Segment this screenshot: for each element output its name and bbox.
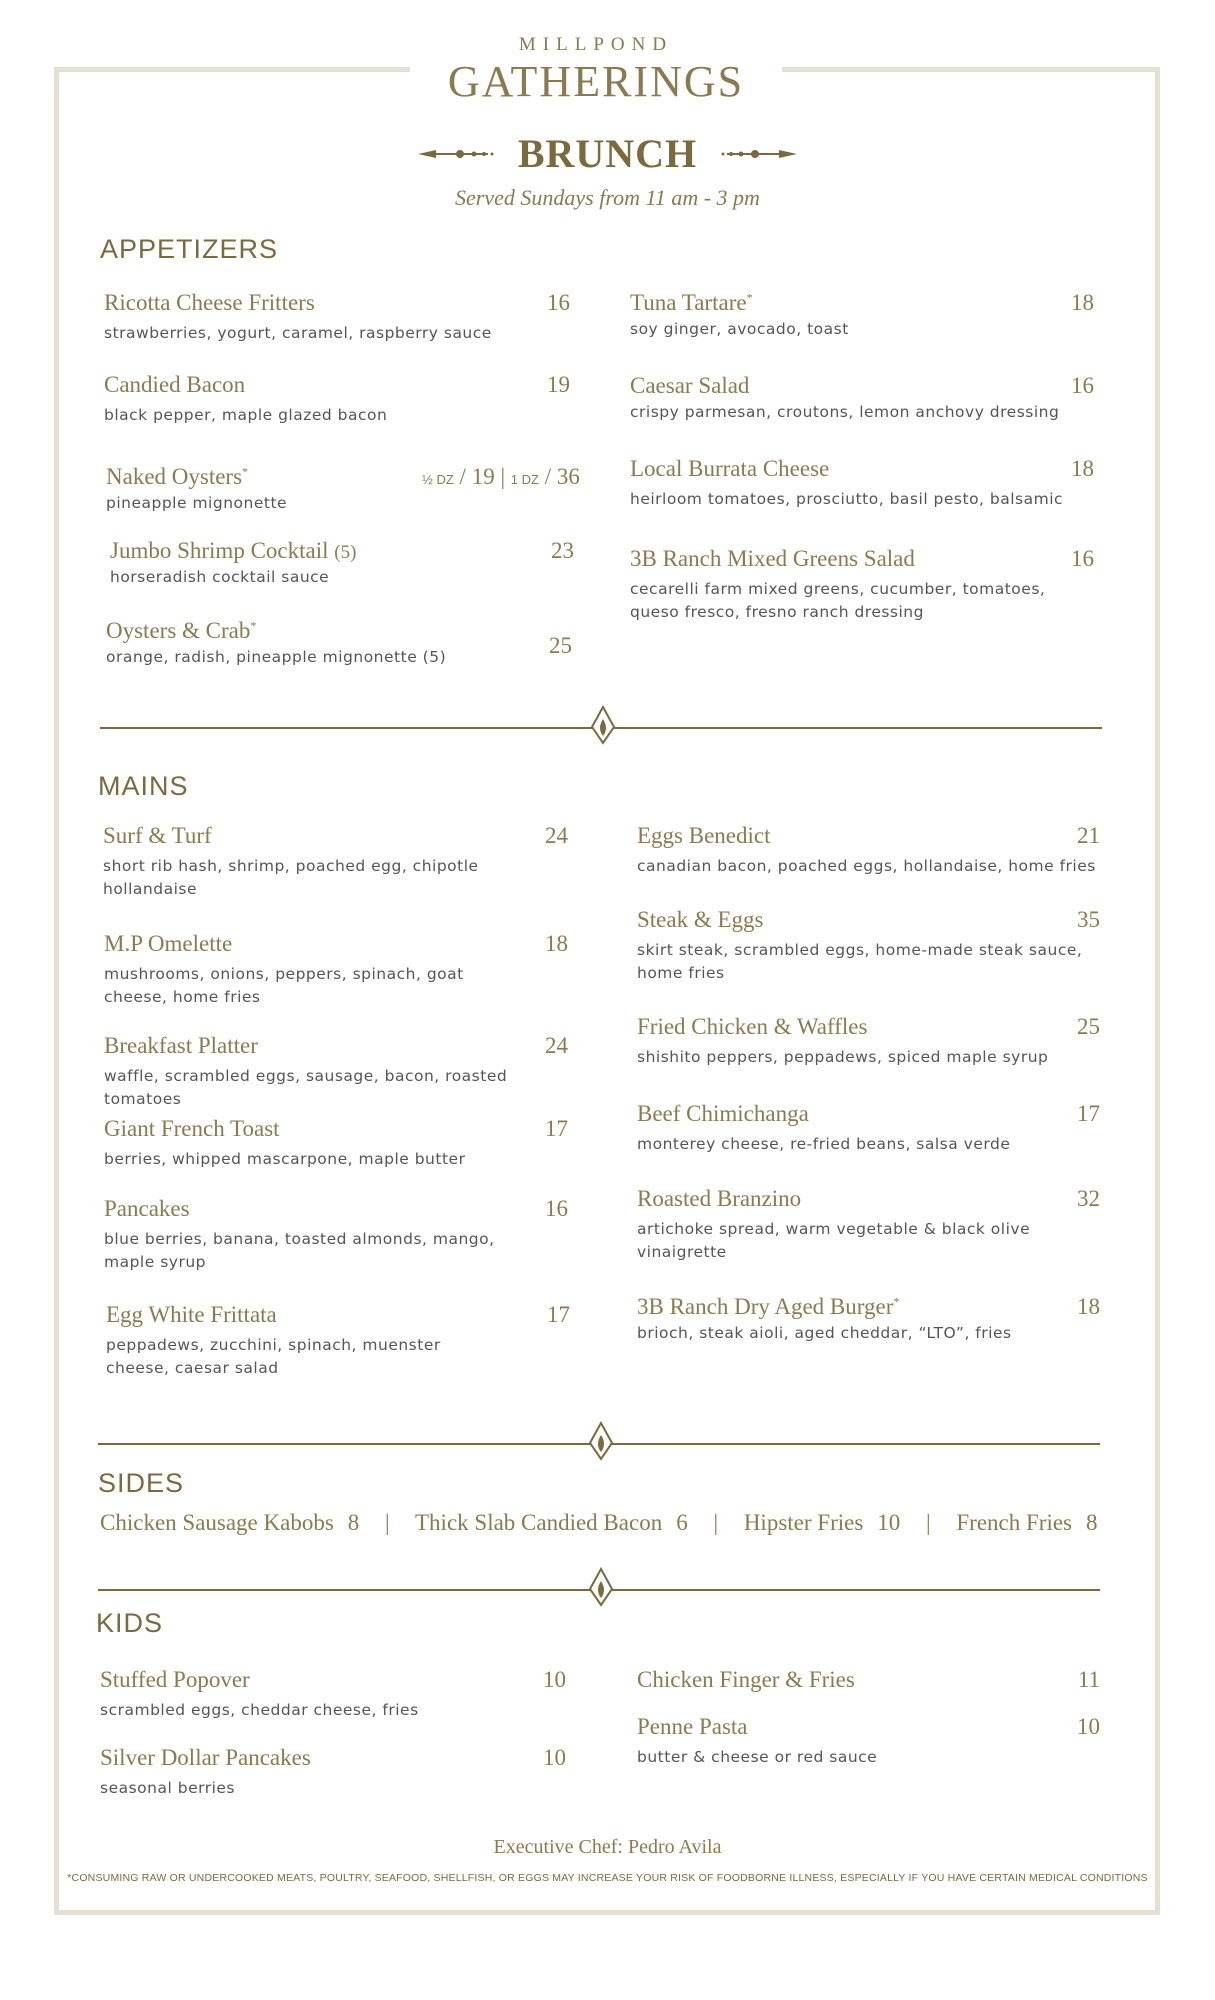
menu-item [104,931,544,1009]
menu-item [104,1196,544,1274]
item-price: 32 [1077,1186,1100,1211]
item-price: 16 [545,1196,568,1221]
appetizers-heading: APPETIZERS [100,234,279,264]
raw-star: * [893,1294,900,1309]
half-dozen-label: ½ DZ [422,472,454,487]
item-name: Oysters & Crab [106,618,251,643]
side-item-name: Chicken Sausage Kabobs [100,1510,334,1535]
item-desc: seasonal berries [100,1779,235,1797]
item-desc: artichoke spread, warm vegetable & black olive vinaigrette [637,1220,1031,1261]
brand-top: MILLPOND [518,34,674,55]
menu-item [106,1302,546,1380]
item-name: Penne Pasta [637,1714,748,1739]
item-name: Eggs Benedict [637,823,771,848]
item-desc: shishito peppers, peppadews, spiced maple syrup [637,1048,1049,1066]
item-price: 17 [547,1302,570,1327]
menu-item [103,823,543,901]
item-price: 18 [1071,456,1094,481]
item-desc: berries, whipped mascarpone, maple butter [104,1150,466,1168]
item-price: 18 [1077,1294,1100,1319]
item-desc: pineapple mignonette [106,494,288,512]
side-item-price: 8 [1086,1510,1098,1535]
right-flourish-icon [719,144,799,164]
brand-logo [410,34,782,104]
menu-item [637,1101,1107,1156]
menu-item [630,456,1100,511]
item-name-row [630,290,1100,316]
item-price: 25 [1077,1014,1100,1039]
item-price: 23 [551,538,574,563]
item-price: 18 [1071,290,1094,315]
item-price: 19 [547,372,570,397]
item-desc: blue berries, banana, toasted almonds, mango, maple syrup [104,1230,495,1271]
oyster-prices: ½ DZ / 19 | 1 DZ / 36 [422,464,580,489]
item-desc: orange, radish, pineapple mignonette (5) [106,648,447,666]
sides-list [100,1510,1098,1536]
side-separator: | [926,1510,931,1535]
menu-item [106,618,576,669]
executive-chef: Executive Chef: Pedro Avila [493,1836,722,1858]
raw-star: * [746,290,753,305]
item-price: 10 [543,1667,566,1692]
item-desc: skirt steak, scrambled eggs, home-made steak sauce, home fries [637,941,1083,982]
sides-heading: SIDES [98,1468,185,1498]
item-qty: (5) [334,542,357,563]
item-name: Naked Oysters [106,464,243,489]
kids-heading: KIDS [96,1608,164,1638]
menu-item [637,1294,1107,1345]
item-price: 18 [545,931,568,956]
item-desc: canadian bacon, poached eggs, hollandaise, home fries [637,857,1096,875]
item-desc: black pepper, maple glazed bacon [104,406,388,424]
menu-item [637,1714,1077,1769]
item-name-row [106,618,576,644]
item-price: 21 [1077,823,1100,848]
diamond-divider-icon [589,705,617,745]
item-desc: monterey cheese, re-fried beans, salsa verde [637,1135,1011,1153]
menu-item [637,907,1107,985]
item-price: 25 [549,633,572,658]
menu-item [637,1186,1107,1264]
mains-heading: MAINS [98,771,189,801]
item-name: Breakfast Platter [104,1033,258,1058]
item-name: Chicken Finger & Fries [637,1667,855,1692]
raw-star: * [242,464,249,479]
item-price: 10 [1077,1714,1100,1739]
item-desc: cecarelli farm mixed greens, cucumber, tomatoes, queso fresco, fresno ranch dressing [630,580,1046,621]
menu-item [104,290,574,345]
menu-item [630,373,1100,424]
half-dozen-price: 19 [471,464,495,489]
menu-item [637,1014,1107,1069]
menu-item [100,1667,540,1722]
item-desc: mushrooms, onions, peppers, spinach, goat cheese, home fries [104,965,464,1006]
item-name: Jumbo Shrimp Cocktail [110,538,329,563]
item-name: Giant French Toast [104,1116,280,1141]
item-name: Fried Chicken & Waffles [637,1014,868,1039]
food-safety-disclaimer: *CONSUMING RAW OR UNDERCOOKED MEATS, POULTRY, SEAFOOD, SHELLFISH, OR EGGS MAY INCREASE YOUR RISK OF FOODBORNE ILLNESS, ESPECIALLY IF YOU HAVE CERTAIN MEDICAL CONDITIONS [67,1872,1148,1884]
menu-item [104,1033,564,1111]
item-name: M.P Omelette [104,931,233,956]
raw-star: * [250,618,257,633]
brand-main: GATHERINGS [447,57,745,106]
item-desc: scrambled eggs, cheddar cheese, fries [100,1701,419,1719]
item-name-row [637,1294,1107,1320]
item-name: Stuffed Popover [100,1667,250,1692]
side-separator: | [713,1510,719,1535]
item-price: 24 [545,1033,568,1058]
item-name: 3B Ranch Dry Aged Burger [637,1294,894,1319]
item-name: Ricotta Cheese Fritters [104,290,315,315]
menu-title: BRUNCH [517,131,698,176]
item-desc: horseradish cocktail sauce [110,568,330,586]
side-item-name: French Fries [956,1510,1073,1535]
item-price: 16 [1071,373,1094,398]
item-name: Roasted Branzino [637,1186,802,1211]
item-name: Steak & Eggs [637,907,764,932]
item-desc: butter & cheese or red sauce [637,1748,878,1766]
item-price: 35 [1077,907,1100,932]
item-name-row [110,538,580,564]
diamond-divider-icon [587,1421,615,1461]
item-price: 16 [1071,546,1094,571]
dozen-price: 36 [556,464,580,489]
item-name: Surf & Turf [103,823,212,848]
side-item-price: 6 [676,1510,688,1535]
served-hours: Served Sundays from 11 am - 3 pm [455,185,760,210]
side-separator: | [385,1510,390,1535]
item-price: 16 [547,290,570,315]
item-name: Local Burrata Cheese [630,456,830,481]
menu-item [110,538,580,589]
diamond-divider-icon [587,1567,615,1607]
menu-item [100,1745,540,1800]
side-item-price: 10 [877,1510,901,1535]
item-desc: soy ginger, avocado, toast [630,320,849,338]
item-name: Egg White Frittata [106,1302,277,1327]
item-desc: brioch, steak aioli, aged cheddar, “LTO”, fries [637,1324,1012,1342]
item-name: Pancakes [104,1196,190,1221]
left-flourish-icon [416,144,496,164]
item-name: 3B Ranch Mixed Greens Salad [630,546,915,571]
menu-item [630,546,1050,624]
side-item-price: 8 [347,1510,360,1535]
menu-item [637,823,1107,878]
item-name: Candied Bacon [104,372,246,397]
item-name: Beef Chimichanga [637,1101,809,1126]
item-desc: crispy parmesan, croutons, lemon anchovy dressing [630,403,1060,421]
dozen-label: 1 DZ [510,472,539,487]
side-item-name: Hipster Fries [743,1510,864,1535]
item-price: 17 [545,1116,568,1141]
menu-item [104,372,574,427]
item-desc: peppadews, zucchini, spinach, muenster cheese, caesar salad [106,1336,441,1377]
item-price: 17 [1077,1101,1100,1126]
item-desc: short rib hash, shrimp, poached egg, chipotle hollandaise [103,857,479,898]
menu-item [630,290,1100,341]
item-name: Silver Dollar Pancakes [100,1745,311,1770]
item-desc: strawberries, yogurt, caramel, raspberry sauce [104,324,492,342]
item-name: Caesar Salad [630,373,750,398]
item-price: 24 [545,823,568,848]
menu-item [104,1116,544,1171]
title-row [0,130,1215,177]
item-price: 11 [1077,1667,1100,1692]
item-desc: heirloom tomatoes, prosciutto, basil pesto, balsamic [630,490,1064,508]
item-desc: waffle, scrambled eggs, sausage, bacon, roasted tomatoes [104,1067,508,1108]
menu-item [637,1667,1077,1693]
side-item-name: Thick Slab Candied Bacon [415,1510,663,1535]
item-price: 10 [543,1745,566,1770]
item-name: Tuna Tartare [630,290,747,315]
